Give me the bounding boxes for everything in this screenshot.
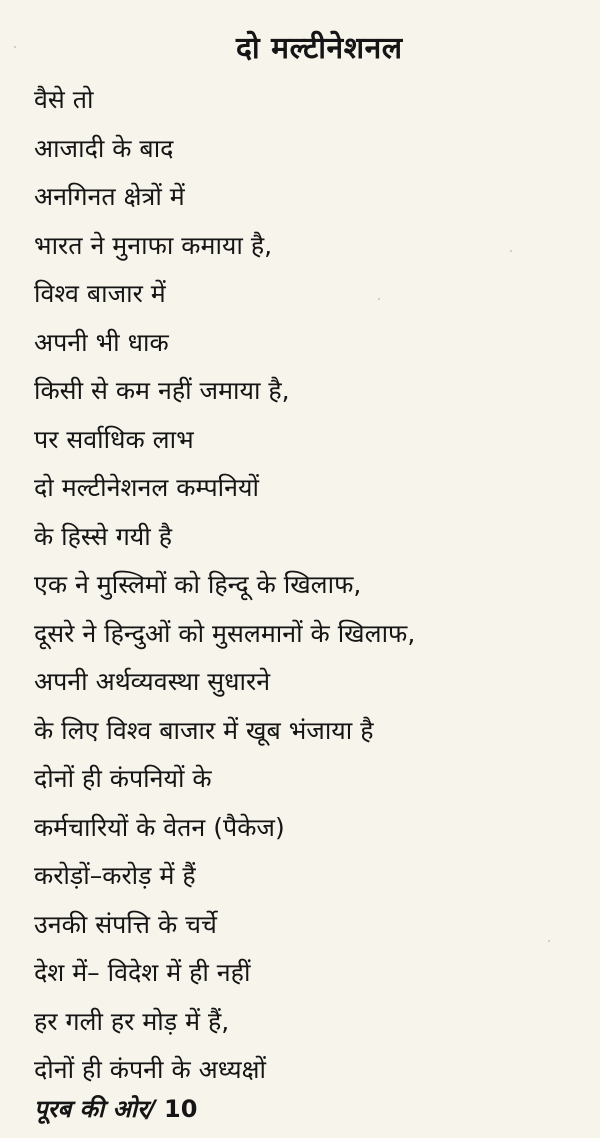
poem-line: के लिए विश्व बाजार में खूब भंजाया है bbox=[34, 715, 374, 745]
poem-line: दो मल्टीनेशनल कम्पनियों bbox=[34, 473, 259, 502]
paper-speck bbox=[378, 298, 380, 300]
poem-line: देश में– विदेश में ही नहीं bbox=[34, 958, 251, 987]
poem-line: विश्व बाजार में bbox=[34, 279, 166, 308]
poem-line: के हिस्से गयी है bbox=[34, 521, 172, 551]
poem-line: आजादी के बाद bbox=[34, 133, 174, 163]
page-footer bbox=[34, 1092, 197, 1125]
poem-line: अनगिनत क्षेत्रों में bbox=[34, 182, 185, 211]
poem-line: अपनी अर्थव्यवस्था सुधारने bbox=[34, 667, 271, 696]
paper-speck bbox=[510, 250, 512, 252]
paper-speck bbox=[14, 46, 16, 48]
poem-line: करोड़ों–करोड़ में हैं bbox=[34, 861, 196, 890]
poem-body bbox=[34, 84, 574, 1103]
poem-line: भारत ने मुनाफा कमाया है, bbox=[34, 230, 273, 260]
page-number: 10 bbox=[164, 1095, 198, 1123]
paper-speck bbox=[548, 940, 550, 942]
poem-line: वैसे तो bbox=[34, 85, 94, 114]
poem-line: एक ने मुस्लिमों को हिन्दू के खिलाफ, bbox=[34, 570, 362, 599]
poem-line: कर्मचारियों के वेतन (पैकेज) bbox=[34, 812, 285, 842]
book-title: पूरब की ओर/ bbox=[34, 1095, 156, 1123]
poem-line: दूसरे ने हिन्दुओं को मुसलमानों के खिलाफ, bbox=[34, 618, 416, 648]
poem-line: पर सर्वाधिक लाभ bbox=[34, 424, 194, 454]
poem-line: दोनों ही कंपनी के अध्यक्षों bbox=[34, 1055, 266, 1084]
poem-line: दोनों ही कंपनियों के bbox=[34, 764, 212, 793]
poem-line: अपनी भी धाक bbox=[34, 327, 169, 357]
poem-line: किसी से कम नहीं जमाया है, bbox=[34, 376, 290, 405]
poem-line: हर गली हर मोड़ में हैं, bbox=[34, 1006, 230, 1036]
poem-title: दो मल्टीनेशनल bbox=[236, 31, 403, 66]
poem-line: उनकी संपत्ति के चर्चे bbox=[34, 909, 217, 939]
